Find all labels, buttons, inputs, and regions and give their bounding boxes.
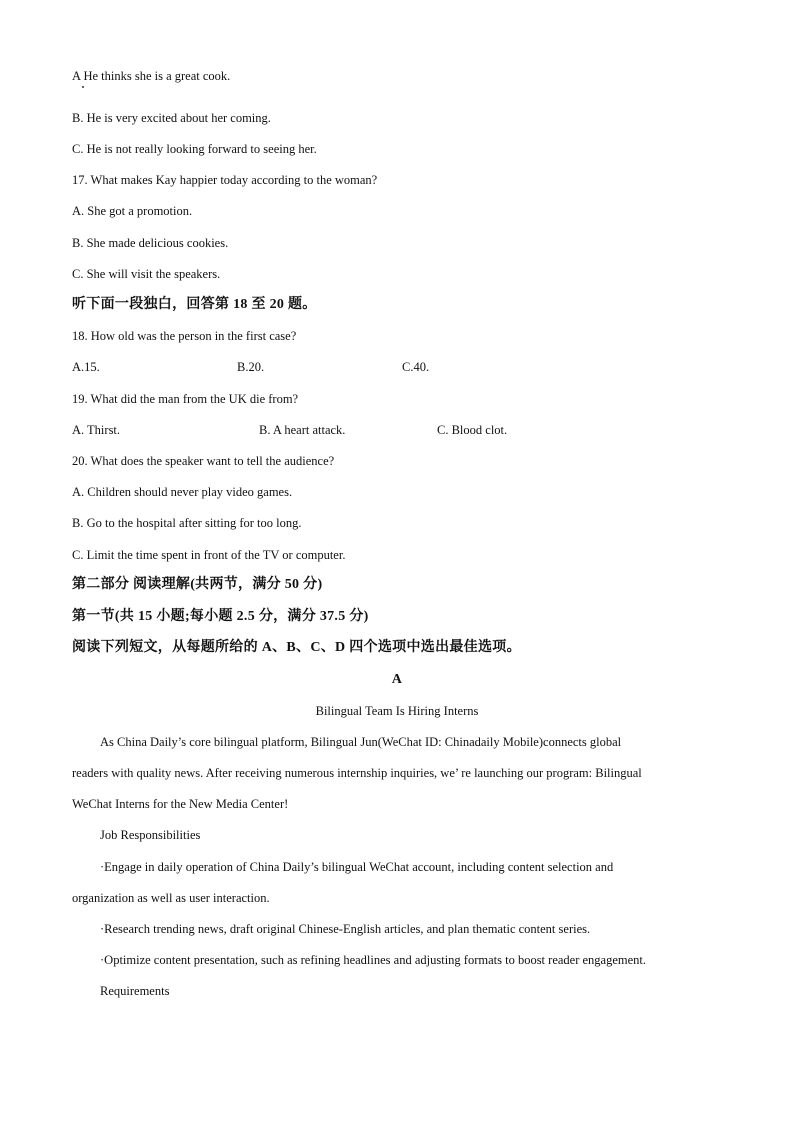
q18-option-a: A.15. [72, 360, 100, 374]
q19-option-a: A. Thirst. [72, 423, 121, 437]
responsibility-2: ·Research trending news, draft original Chinese-English articles, and plan thematic content series. [100, 922, 591, 936]
passage-letter: A [391, 672, 403, 687]
reading-instruction: 阅读下列短文，从每题所给的 A、B、C、D 四个选项中选出最佳选项。 [72, 640, 521, 655]
q17-option-a: A. She got a promotion. [72, 204, 193, 218]
stray-dot [82, 86, 84, 88]
responsibilities-heading: Job Responsibilities [100, 828, 201, 842]
passage-intro-line-2: readers with quality news. After receiving numerous internship inquiries, we’ re launching our program: Bilingual [72, 766, 642, 780]
q18-question: 18. How old was the person in the first case? [72, 329, 297, 343]
passage-intro-line-3: WeChat Interns for the New Media Center! [72, 797, 289, 811]
section1-heading: 第一节(共 15 小题;每小题 2.5 分，满分 37.5 分) [72, 609, 369, 624]
requirements-heading: Requirements [100, 984, 170, 998]
q20-option-a: A. Children should never play video games. [72, 485, 293, 499]
q19-option-c: C. Blood clot. [437, 423, 508, 437]
q17-option-b: B. She made delicious cookies. [72, 236, 229, 250]
passage-intro-line-1: As China Daily’s core bilingual platform, Bilingual Jun(WeChat ID: Chinadaily Mobile)connects global [100, 735, 622, 749]
q20-option-c: C. Limit the time spent in front of the TV or computer. [72, 548, 346, 562]
responsibility-1-line-1: ·Engage in daily operation of China Daily’s bilingual WeChat account, including content selection and [100, 860, 614, 874]
q20-question: 20. What does the speaker want to tell the audience? [72, 454, 335, 468]
monologue-instruction: 听下面一段独白，回答第 18 至 20 题。 [72, 297, 317, 312]
q19-option-b: B. A heart attack. [259, 423, 346, 437]
q16-option-c: C. He is not really looking forward to seeing her. [72, 142, 317, 156]
q17-question: 17. What makes Kay happier today according to the woman? [72, 173, 378, 187]
q16-option-a: A He thinks she is a great cook. [72, 69, 231, 83]
passage-title: Bilingual Team Is Hiring Interns [315, 704, 479, 718]
q20-option-b: B. Go to the hospital after sitting for too long. [72, 516, 302, 530]
q17-option-c: C. She will visit the speakers. [72, 267, 221, 281]
part2-heading: 第二部分 阅读理解(共两节，满分 50 分) [72, 577, 323, 592]
q16-option-b: B. He is very excited about her coming. [72, 111, 271, 125]
q19-question: 19. What did the man from the UK die from? [72, 392, 299, 406]
q18-option-b: B.20. [237, 360, 265, 374]
q18-option-c: C.40. [402, 360, 430, 374]
responsibility-3: ·Optimize content presentation, such as refining headlines and adjusting formats to boost reader engagement. [100, 953, 647, 967]
responsibility-1-line-2: organization as well as user interaction. [72, 891, 270, 905]
